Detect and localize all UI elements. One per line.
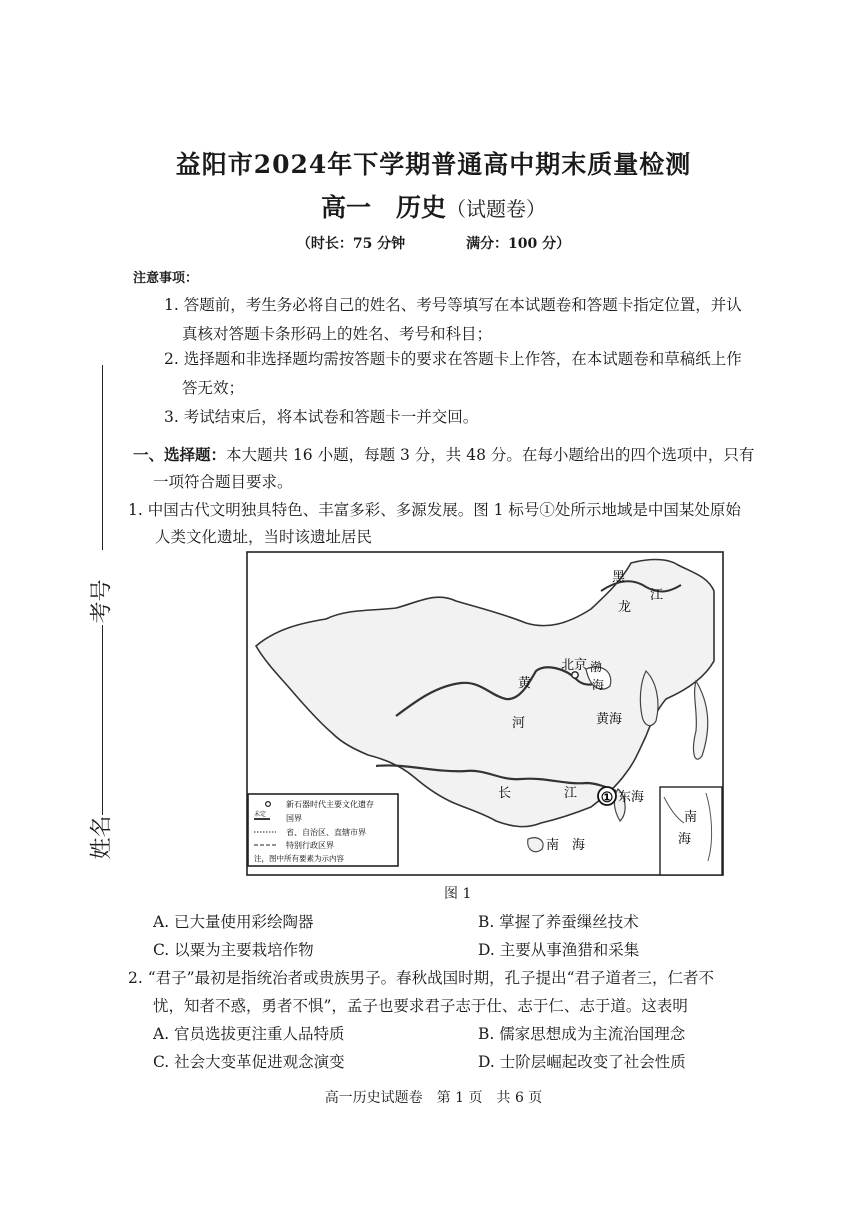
label-east-sea: 东海	[618, 790, 645, 805]
south-sea-inset	[660, 787, 722, 875]
exam-subtitle	[0, 188, 867, 224]
label-south-sea: 南 海	[546, 838, 586, 853]
label-huanghe-2: 河	[512, 716, 526, 731]
q1-option-d[interactable]: D. 主要从事渔猎和采集	[478, 941, 640, 959]
q2-stem-2: 忧，知者不惑，勇者不惧”，孟子也要求君子志于仕、志于仁、志于道。这表明	[153, 997, 688, 1015]
label-bohai-1: 渤	[590, 660, 603, 674]
label-heilong-1: 黑	[612, 570, 626, 585]
legend-note: 注，图中所有要素为示内容	[254, 854, 344, 863]
exam-meta	[0, 233, 867, 253]
q2-stem-1: 2. “君子”最初是指统治者或贵族男子。春秋战国时期，孔子提出“君子道者三，仁者不	[128, 969, 714, 987]
q1-stem-1: 1. 中国古代文明独具特色、丰富多彩、多源发展。图 1 标号①处所示地域是中国某处原始	[128, 501, 741, 519]
section1-text-2: 一项符合题目要求。	[153, 473, 293, 491]
label-inset-2: 海	[678, 832, 692, 847]
label-huanghe-1: 黄	[518, 676, 532, 691]
label-heilong-3: 江	[650, 588, 664, 603]
label-changjiang-1: 长	[498, 786, 512, 801]
q1-option-a[interactable]: A. 已大量使用彩绘陶器	[153, 913, 314, 931]
duration-label: （时长：75 分钟	[296, 236, 406, 252]
paper-type-label: （试题卷）	[446, 197, 546, 221]
legend-site: 新石器时代主要文化遗存	[286, 800, 374, 809]
q1-option-c[interactable]: C. 以粟为主要栽培作物	[153, 941, 314, 959]
figure-caption: 图 1	[444, 886, 472, 902]
exam-title: 益阳市2024年下学期普通高中期末质量检测	[175, 150, 692, 179]
label-bohai-2: 海	[592, 678, 605, 692]
legend-province: 省、自治区、直辖市界	[286, 828, 366, 837]
section1-line-1	[133, 440, 754, 470]
page-footer: 高一历史试题卷 第 1 页 共 6 页	[324, 1090, 543, 1106]
section1-heading: 一、选择题：	[133, 445, 227, 464]
notice-line-5: 3. 考试结束后，将本试卷和答题卡一并交回。	[164, 408, 479, 426]
site-1-label: ①	[600, 790, 614, 806]
legend-special: 特别行政区界	[286, 841, 334, 850]
q1-option-b[interactable]: B. 掌握了养蚕缫丝技术	[478, 913, 639, 931]
exam-no-line	[102, 625, 103, 815]
china-map-figure	[246, 551, 724, 876]
exam-no-label: 考号	[89, 579, 115, 624]
legend-border: 国界	[286, 814, 302, 823]
legend-undefined: 未定	[254, 811, 267, 818]
q2-option-b[interactable]: B. 儒家思想成为主流治国理念	[478, 1025, 686, 1043]
exam-no-line-top	[102, 365, 103, 550]
legend-site-symbol	[266, 802, 271, 807]
hainan-outline	[528, 838, 543, 852]
q2-option-d[interactable]: D. 士阶层崛起改变了社会性质	[478, 1053, 686, 1071]
notice-line-2: 真核对答题卡条形码上的姓名、考号和科目；	[182, 325, 493, 343]
label-heilong-2: 龙	[618, 600, 632, 615]
label-beijing: 北京	[561, 658, 588, 673]
notice-line-1: 1. 答题前，考生务必将自己的姓名、考号等填写在本试题卷和答题卡指定位置，并认	[164, 296, 742, 314]
subject-label: 高一 历史	[320, 193, 446, 222]
label-changjiang-2: 江	[564, 786, 578, 801]
label-inset-1: 南	[684, 810, 698, 825]
q1-stem-2: 人类文化遗址，当时该遗址居民	[155, 528, 373, 546]
notice-heading: 注意事项：	[133, 271, 199, 286]
q2-option-c[interactable]: C. 社会大变革促进观念演变	[153, 1053, 345, 1071]
q2-option-a[interactable]: A. 官员选拔更注重人品特质	[153, 1025, 345, 1043]
notice-line-3: 2. 选择题和非选择题均需按答题卡的要求在答题卡上作答，在本试题卷和草稿纸上作	[164, 350, 742, 368]
notice-line-4: 答无效；	[182, 379, 245, 397]
full-score-label: 满分：100 分）	[466, 236, 571, 252]
section1-text-1: 本大题共 16 小题，每题 3 分，共 48 分。在每小题给出的四个选项中，只有	[226, 446, 755, 464]
name-label: 姓名	[89, 815, 115, 860]
label-yellow-sea: 黄海	[596, 712, 623, 727]
